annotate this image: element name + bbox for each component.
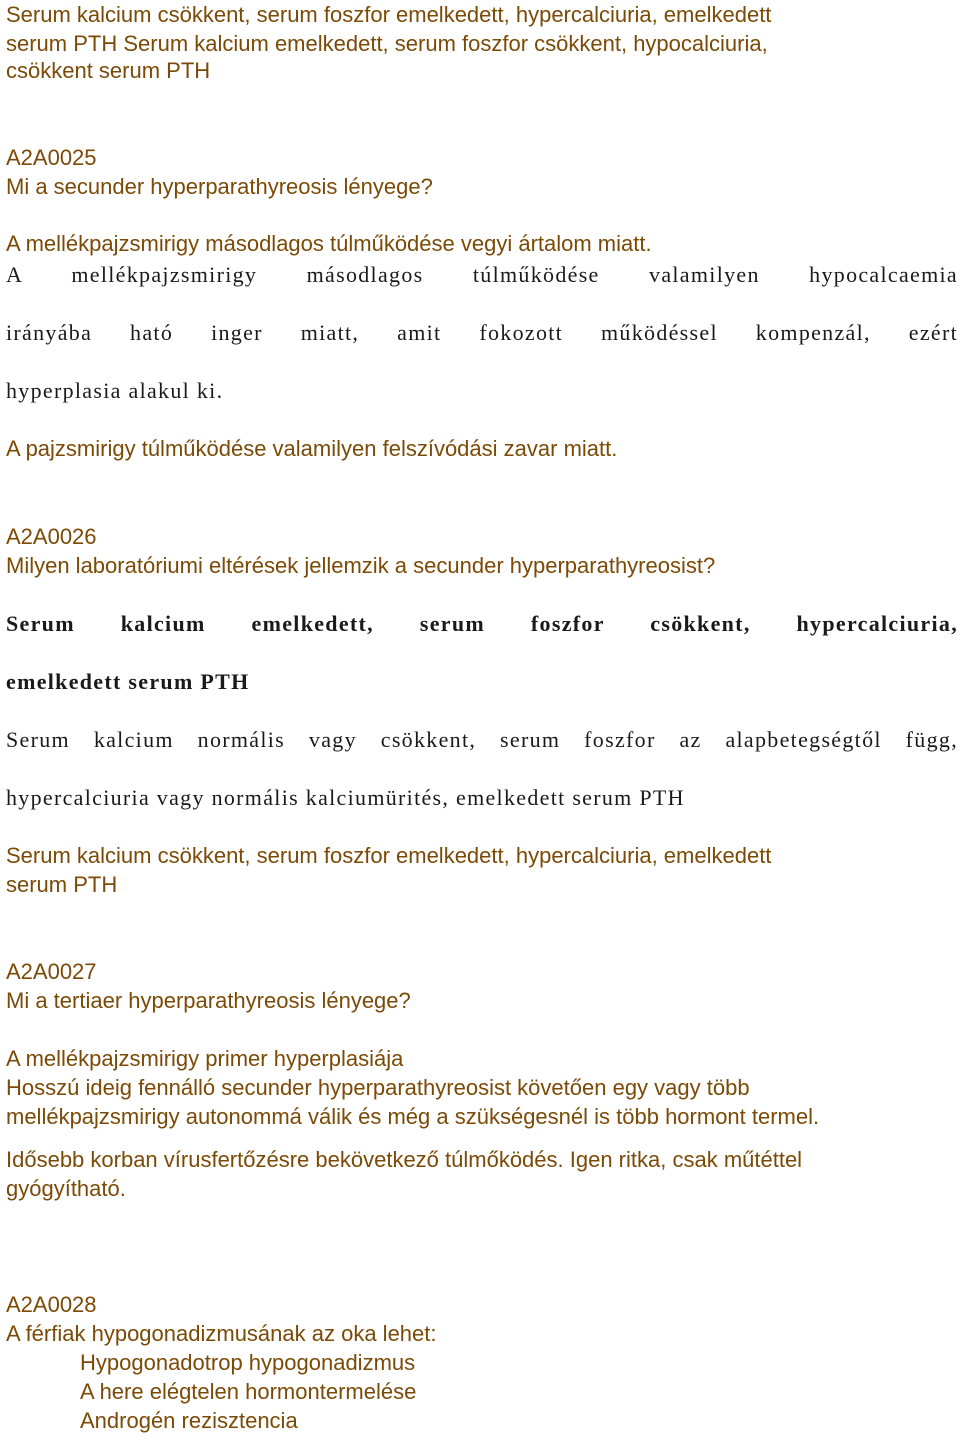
question-id-27: A2A0027 [6, 959, 97, 984]
q28-option-a: Hypogonadotrop hypogonadizmus [80, 1350, 416, 1375]
q27-option-b-line-1: Hosszú ideig fennálló secunder hyperparathyreosist követően egy vagy több [6, 1075, 750, 1100]
prev-option-line-3: csökkent serum PTH [6, 58, 211, 83]
q26-option-a-line-2: emelkedett serum PTH [6, 669, 250, 694]
q27-option-a: A mellékpajzsmirigy primer hyperplasiája [6, 1046, 404, 1071]
q26-option-a-line-1: Serum kalcium emelkedett, serum foszfor csökkent, hypercalciuria, [6, 611, 958, 636]
q25-option-c: A pajzsmirigy túlműködése valamilyen felszívódási zavar miatt. [6, 436, 618, 461]
prev-option-line-2: serum PTH Serum kalcium emelkedett, serum foszfor csökkent, hypocalciuria, [6, 31, 768, 56]
question-text-27: Mi a tertiaer hyperparathyreosis lényege? [6, 988, 411, 1013]
question-id-28: A2A0028 [6, 1292, 97, 1317]
q25-option-b-line-1: A mellékpajzsmirigy másodlagos túlműködése valamilyen hypocalcaemia [6, 262, 958, 287]
q26-option-b-line-2: hypercalciuria vagy normális kalciumürités, emelkedett serum PTH [6, 785, 685, 810]
q27-option-b-line-2: mellékpajzsmirigy autonommá válik és még a szükségesnél is több hormont termel. [6, 1104, 820, 1129]
question-id-26: A2A0026 [6, 524, 97, 549]
question-id-25: A2A0025 [6, 145, 97, 170]
question-text-25: Mi a secunder hyperparathyreosis lényege? [6, 174, 433, 199]
prev-option-line-1: Serum kalcium csökkent, serum foszfor emelkedett, hypercalciuria, emelkedett [6, 2, 772, 27]
q27-option-c-line-1: Idősebb korban vírusfertőzésre bekövetkező túlmőködés. Igen ritka, csak műtéttel [6, 1147, 803, 1172]
question-text-28: A férfiak hypogonadizmusának az oka lehet: [6, 1321, 437, 1346]
q28-option-c: Androgén rezisztencia [80, 1408, 298, 1433]
q26-option-c-line-2: serum PTH [6, 872, 118, 897]
q26-option-c-line-1: Serum kalcium csökkent, serum foszfor emelkedett, hypercalciuria, emelkedett [6, 843, 772, 868]
question-text-26: Milyen laboratóriumi eltérések jellemzik a secunder hyperparathyreosist? [6, 553, 716, 578]
q25-option-a: A mellékpajzsmirigy másodlagos túlműködése vegyi ártalom miatt. [6, 231, 652, 256]
q28-option-b: A here elégtelen hormontermelése [80, 1379, 417, 1404]
q27-option-c-line-2: gyógyítható. [6, 1176, 126, 1201]
q26-option-b-line-1: Serum kalcium normális vagy csökkent, serum foszfor az alapbetegségtől függ, [6, 727, 958, 752]
q25-option-b-line-2: irányába ható inger miatt, amit fokozott működéssel kompenzál, ezért [6, 320, 958, 345]
q25-option-b-line-3: hyperplasia alakul ki. [6, 378, 224, 403]
